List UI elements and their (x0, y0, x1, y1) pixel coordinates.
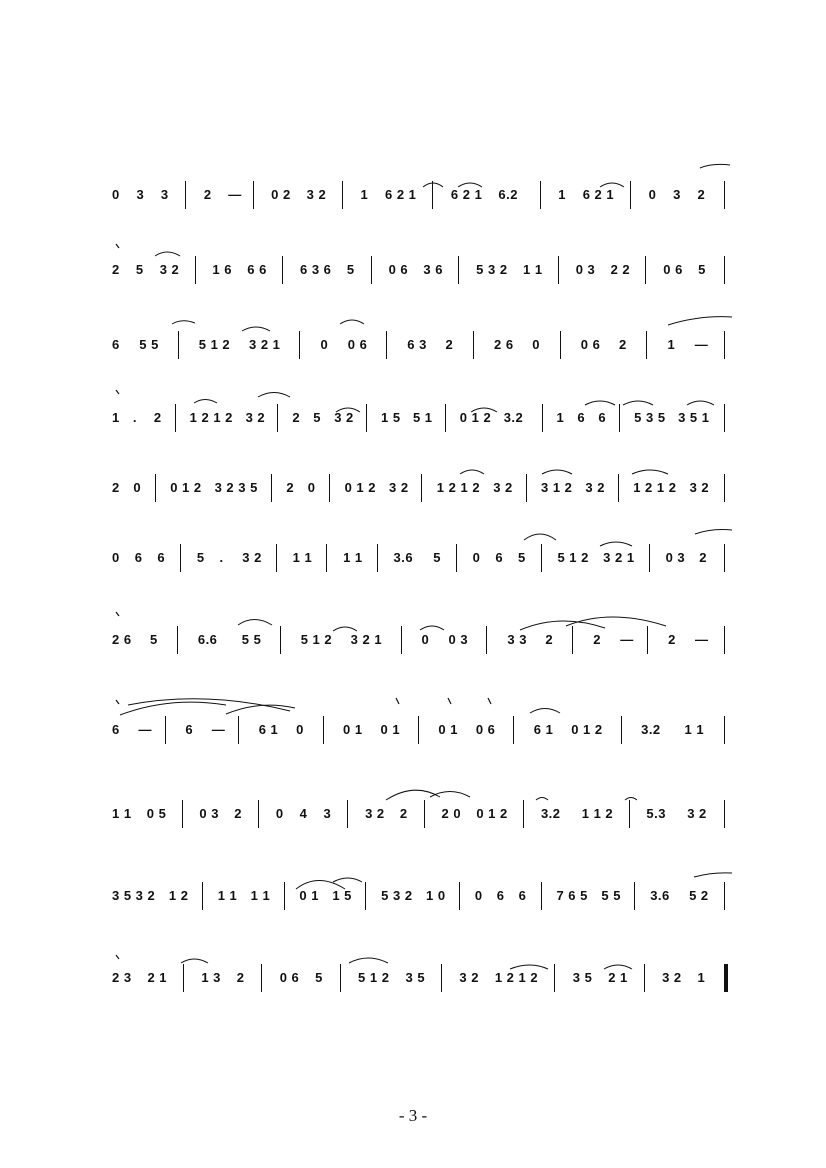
barline (445, 404, 446, 432)
note-group: 6 3 6 (300, 262, 332, 277)
slur (687, 401, 714, 405)
note-group: 2 (668, 632, 676, 647)
note-group: 1 2 1 2 (494, 970, 539, 985)
barline (326, 544, 327, 572)
barline (366, 404, 367, 432)
barline (377, 544, 378, 572)
note-group: 0 (421, 632, 430, 647)
note-group: 5 (315, 970, 323, 985)
barline (401, 626, 402, 654)
score-line (112, 632, 726, 652)
note-group: 6 (495, 550, 504, 565)
slur (632, 470, 668, 474)
score-line (112, 187, 726, 207)
barline (180, 544, 181, 572)
note-group: 2 (286, 480, 295, 495)
barline (365, 882, 366, 910)
note-group: 6 2 1 (582, 187, 615, 202)
note-group: 1 5 (332, 888, 352, 903)
barline (619, 404, 620, 432)
note-group: 3 2 (245, 410, 266, 425)
slur (430, 792, 470, 798)
note-group: 3 (673, 187, 681, 202)
note-group: 6 (496, 888, 505, 903)
slur (349, 958, 388, 963)
slur (181, 959, 208, 963)
note-group: 1 1 2 (581, 806, 614, 821)
breath-mark (116, 244, 119, 248)
barline (541, 544, 542, 572)
barline (238, 716, 239, 744)
score-line (112, 722, 726, 742)
note-group: 1 2 1 2 (633, 480, 677, 495)
slur (542, 470, 572, 474)
note-group: 1 1 (684, 722, 705, 737)
barline (276, 544, 277, 572)
note-group: 5 (135, 262, 144, 277)
note-group: 5 (433, 550, 441, 565)
note-group: 0 (320, 337, 329, 352)
note-group: 5 (698, 262, 706, 277)
score-line (112, 970, 726, 990)
slur (460, 470, 484, 474)
note-group: 5 2 (689, 888, 709, 903)
note-group: 6 (185, 722, 194, 737)
slur (510, 965, 548, 969)
note-group: 2 6 (112, 632, 132, 647)
tie (695, 530, 732, 535)
note-group: 0 (307, 480, 316, 495)
score-line (112, 410, 726, 430)
note-group: 3 2 (662, 970, 682, 985)
note-group: 0 (532, 337, 540, 352)
barline (165, 716, 166, 744)
note-group: 0 (133, 480, 142, 495)
barline (724, 474, 725, 502)
tie (694, 873, 732, 877)
slur (242, 327, 270, 331)
note-group: 2 (153, 410, 162, 425)
slur (258, 393, 290, 398)
note-group: — (138, 722, 152, 737)
note-group: 1 (697, 970, 706, 985)
note-group: 1 0 (426, 888, 446, 903)
breath-mark (396, 698, 399, 704)
note-group: 2 (699, 550, 708, 565)
note-group: 5 3 2 (476, 262, 508, 277)
note-group: 0 1 (438, 722, 458, 737)
note-group: 3 2 (242, 550, 262, 565)
barline (299, 331, 300, 359)
note-group: . (132, 410, 138, 425)
note-group: 0 3 (665, 550, 686, 565)
note-group: 3 5 1 (678, 410, 710, 425)
barline (258, 800, 259, 828)
barline (202, 882, 203, 910)
barline (277, 404, 278, 432)
breath-mark (116, 390, 119, 394)
note-group: 0 (275, 806, 284, 821)
barline (155, 474, 156, 502)
barline (177, 626, 178, 654)
barline (572, 626, 573, 654)
note-group: 0 1 2 (170, 480, 202, 495)
note-group: 6 (157, 550, 166, 565)
note-group: 4 (299, 806, 308, 821)
note-group: 1 2 1 2 (436, 480, 481, 495)
note-group: 6 2 1 (385, 187, 417, 202)
note-group: 6 1 (258, 722, 279, 737)
note-group: 5 (149, 632, 158, 647)
note-group: 3 5 3 2 (112, 888, 156, 903)
breath-mark (116, 700, 119, 704)
note-group: 0 (474, 888, 483, 903)
barline (621, 716, 622, 744)
note-group: 2 3 (112, 970, 132, 985)
note-group: 5 1 2 (300, 632, 333, 647)
note-group: 1 1 (217, 888, 238, 903)
note-group: 1 (558, 187, 566, 202)
barline (649, 544, 650, 572)
note-group: 0 (112, 550, 120, 565)
note-group: 3 (323, 806, 332, 821)
note-group: 1 1 (343, 550, 363, 565)
note-group: 3 5 (405, 970, 426, 985)
note-group: 3 2 (334, 410, 354, 425)
barline (458, 256, 459, 284)
barline (183, 964, 184, 992)
note-group: 7 6 5 (556, 888, 588, 903)
note-group: 2 (112, 262, 120, 277)
note-group: 2 6 (494, 337, 514, 352)
barline (724, 404, 725, 432)
barline (513, 716, 514, 744)
note-group: 3 2 (585, 480, 605, 495)
note-group: 0 1 (343, 722, 363, 737)
note-group: 5 (196, 550, 205, 565)
barline (486, 626, 487, 654)
breath-mark (448, 698, 451, 704)
barline (542, 404, 543, 432)
note-group: 2 1 (147, 970, 168, 985)
tie (128, 699, 290, 711)
barline (323, 716, 324, 744)
slur (524, 534, 556, 540)
note-group: 5 (313, 410, 322, 425)
note-group: 5 5 (241, 632, 262, 647)
note-group: 3 2 (159, 262, 180, 277)
note-group: 6 (518, 888, 527, 903)
note-group: 1 1 (250, 888, 271, 903)
note-group: 1 (112, 410, 120, 425)
note-group: — (695, 632, 709, 647)
note-group: — (694, 337, 709, 352)
tie (226, 705, 295, 714)
barline (724, 331, 725, 359)
note-group: 1 3 (201, 970, 221, 985)
note-group: 3.2 (540, 806, 561, 821)
barline (175, 404, 176, 432)
note-group: 0 1 2 (476, 806, 508, 821)
slur (623, 401, 653, 405)
barline (634, 882, 635, 910)
note-group: 6 (134, 550, 143, 565)
score-line (112, 888, 726, 908)
note-group: 3 2 (459, 970, 479, 985)
note-group: 3.6 (393, 550, 414, 565)
barline (421, 474, 422, 502)
final-barline (724, 964, 728, 992)
note-group: 0 (112, 187, 120, 202)
barline (724, 626, 725, 654)
note-group: 0 1 2 (571, 722, 603, 737)
barline (560, 331, 561, 359)
note-group: 2 2 (610, 262, 631, 277)
note-group: — (211, 722, 226, 737)
note-group: 1 1 (112, 806, 132, 821)
slur (625, 798, 637, 801)
note-group: 5 5 (139, 337, 159, 352)
note-group: 5 (518, 550, 526, 565)
note-group: 1 1 (523, 262, 543, 277)
note-group: 6 (577, 410, 586, 425)
slur (333, 878, 362, 882)
barline (253, 181, 254, 209)
barline (647, 626, 648, 654)
note-group: 0 6 (279, 970, 300, 985)
score-line (112, 550, 726, 570)
note-group: . (219, 550, 224, 565)
note-group: 2 (619, 337, 627, 352)
tie (120, 702, 226, 715)
tie (668, 317, 732, 325)
note-group: 3 2 (493, 480, 513, 495)
note-group: 1 2 1 2 (189, 410, 233, 425)
note-group: 3 2 3 5 (214, 480, 258, 495)
note-group: — (228, 187, 242, 202)
note-group: 6 (598, 410, 607, 425)
slur (155, 252, 180, 256)
note-group: 3 2 (306, 187, 327, 202)
barline (644, 964, 645, 992)
barline (441, 964, 442, 992)
note-group: 0 6 (475, 722, 496, 737)
note-group: 0 6 (388, 262, 409, 277)
note-group: 1 (667, 337, 676, 352)
barline (178, 331, 179, 359)
note-group: 1 5 (381, 410, 401, 425)
barline (371, 256, 372, 284)
barline (456, 544, 457, 572)
barline (724, 800, 725, 828)
note-group: 6.6 (197, 632, 218, 647)
note-group: 3 2 1 (249, 337, 281, 352)
slur (333, 627, 357, 631)
note-group: 0 1 2 (459, 410, 492, 425)
barline (342, 181, 343, 209)
note-group: 1 2 (168, 888, 189, 903)
note-group: 2 0 (441, 806, 462, 821)
note-group: 3 (136, 187, 145, 202)
note-group: 1 (360, 187, 369, 202)
note-group: 2 (399, 806, 408, 821)
slur (386, 790, 440, 800)
note-group: 3.2 (641, 722, 661, 737)
note-group: 6 2 1 (450, 187, 483, 202)
note-group: 3 2 (365, 806, 385, 821)
breath-mark (116, 955, 119, 959)
note-group: 2 (236, 970, 245, 985)
barline (182, 800, 183, 828)
note-group: 2 (292, 410, 301, 425)
slur (604, 965, 632, 969)
note-group: 3 2 1 (350, 632, 383, 647)
barline (185, 181, 186, 209)
note-group: 0 3 (448, 632, 469, 647)
slur (194, 400, 217, 404)
barline (541, 882, 542, 910)
note-group: 0 1 2 (344, 480, 377, 495)
breath-mark (488, 698, 491, 704)
note-group: 0 5 (146, 806, 167, 821)
barline (386, 331, 387, 359)
note-group: 2 (445, 337, 454, 352)
slur (172, 321, 195, 324)
barline (195, 256, 196, 284)
slur (530, 709, 560, 714)
score-line (112, 806, 726, 826)
score-line (112, 337, 726, 357)
note-group: 2 (234, 806, 242, 821)
note-group: 3.6 (650, 888, 670, 903)
note-group: 0 6 (663, 262, 683, 277)
barline (724, 256, 725, 284)
note-group: 2 (697, 187, 706, 202)
note-group: 6.2 (498, 187, 518, 202)
note-group: 5.3 (646, 806, 666, 821)
score-line (112, 262, 726, 282)
note-group: 0 1 (380, 722, 401, 737)
note-group: 2 1 (608, 970, 628, 985)
note-group: 6 1 (533, 722, 554, 737)
note-group: 3 (160, 187, 169, 202)
note-group: 5 3 5 (634, 410, 666, 425)
note-group: 3.2 (503, 410, 524, 425)
note-group: 5 3 2 (381, 888, 413, 903)
slur (420, 626, 444, 630)
tie (520, 621, 605, 630)
note-group: 3 5 (572, 970, 593, 985)
slur (536, 798, 548, 801)
barline (340, 964, 341, 992)
note-group: 6 3 (407, 337, 427, 352)
barline (724, 181, 725, 209)
note-group: 0 6 (580, 337, 601, 352)
note-group: 0 3 (575, 262, 596, 277)
note-group: 0 6 (347, 337, 368, 352)
barline (261, 964, 262, 992)
barline (271, 474, 272, 502)
note-group: 0 (648, 187, 657, 202)
note-group: 3 1 2 (541, 480, 573, 495)
barline (724, 544, 725, 572)
note-group: 0 (472, 550, 481, 565)
note-group: 3 2 (689, 480, 710, 495)
barline (558, 256, 559, 284)
barline (630, 181, 631, 209)
note-group: 5 (346, 262, 355, 277)
tie (700, 164, 730, 168)
note-group: 6 (112, 722, 120, 737)
barline (284, 882, 285, 910)
note-group: 5 1 2 (358, 970, 390, 985)
note-group: 2 (203, 187, 212, 202)
tie (566, 617, 666, 626)
barline (646, 331, 647, 359)
barline (432, 181, 433, 209)
barline (526, 474, 527, 502)
barline (523, 800, 524, 828)
note-group: 5 1 2 (198, 337, 231, 352)
note-group: — (620, 632, 634, 647)
score-line (112, 480, 726, 500)
note-group: 3 2 (687, 806, 707, 821)
barline (473, 331, 474, 359)
slur (238, 620, 272, 626)
barline (540, 181, 541, 209)
barline (459, 882, 460, 910)
note-group: 3 3 (507, 632, 527, 647)
barline (280, 626, 281, 654)
note-group: 2 (593, 632, 601, 647)
note-group: 5 1 2 (557, 550, 589, 565)
slur (600, 542, 632, 546)
barline (618, 474, 619, 502)
barline (724, 716, 725, 744)
note-group: 0 2 (271, 187, 291, 202)
barline (554, 964, 555, 992)
slur (585, 401, 615, 405)
note-group: 2 (112, 480, 120, 495)
breath-mark (116, 612, 119, 616)
note-group: 1 (556, 410, 565, 425)
note-group: 1 6 (212, 262, 232, 277)
note-group: 3 6 (423, 262, 443, 277)
note-group: 1 1 (292, 550, 313, 565)
barline (424, 800, 425, 828)
note-group: 0 (296, 722, 304, 737)
barline (724, 882, 725, 910)
note-group: 0 3 (199, 806, 219, 821)
barline (418, 716, 419, 744)
note-group: 6 6 (247, 262, 267, 277)
note-group: 6 (112, 337, 120, 352)
barline (329, 474, 330, 502)
note-group: 5 5 (601, 888, 621, 903)
note-group: 3 2 (389, 480, 409, 495)
barline (347, 800, 348, 828)
page-number: - 3 - (398, 1106, 428, 1125)
note-group: 3 2 1 (603, 550, 635, 565)
note-group: 2 (545, 632, 554, 647)
slur (340, 320, 364, 324)
note-group: 5 1 (412, 410, 433, 425)
note-group: 0 1 (299, 888, 319, 903)
barline (645, 256, 646, 284)
barline (282, 256, 283, 284)
barline (629, 800, 630, 828)
